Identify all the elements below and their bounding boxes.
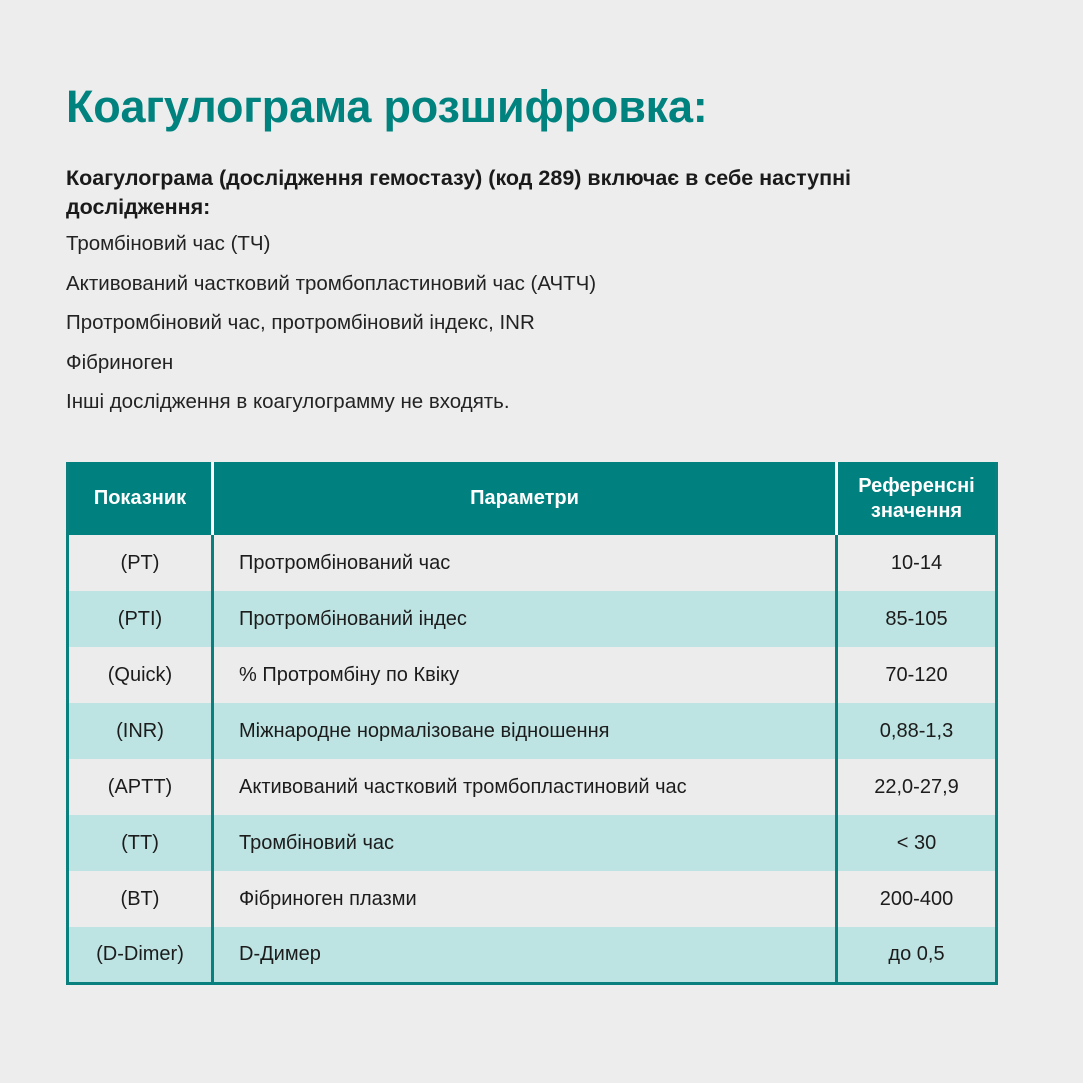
cell-parameter: Протромбінований час: [213, 535, 837, 591]
cell-parameter: Активований частковий тромбопластиновий час: [213, 759, 837, 815]
table-row: [68, 535, 997, 591]
table-row: [68, 815, 997, 871]
column-header-parameter: Параметри: [213, 462, 837, 535]
cell-parameter: D-Димер: [213, 927, 837, 983]
cell-reference: 70-120: [885, 664, 948, 686]
coagulogram-table-wrapper: [66, 462, 995, 985]
cell-parameter: Протромбінований індес: [213, 591, 837, 647]
table-row: [68, 927, 997, 983]
intro-lead-paragraph: Коагулограма (дослідження гемостазу) (код 289) включає в себе наступні дослідження:: [66, 166, 852, 220]
cell-reference: 200-400: [879, 888, 954, 910]
table-row: [68, 871, 997, 927]
intro-list-item: Активований частковий тромбопластиновий час (АЧТЧ): [66, 271, 597, 295]
table-row: [68, 647, 997, 703]
cell-indicator: (BT): [68, 871, 213, 927]
cell-indicator: (APTT): [68, 759, 213, 815]
cell-reference: до 0,5: [888, 943, 945, 966]
coagulogram-table: [66, 462, 998, 985]
cell-parameter: Фібриноген плазми: [213, 871, 837, 927]
table-header-row: [68, 462, 997, 535]
cell-reference: 22,0-27,9: [874, 776, 959, 798]
intro-list-item: Фібриноген: [66, 350, 174, 374]
intro-list-item: Тромбіновий час (ТЧ): [66, 232, 271, 256]
cell-indicator: (INR): [68, 703, 213, 759]
intro-list-item: Інші дослідження в коагулограмму не входять.: [66, 390, 510, 414]
cell-indicator: (PTI): [68, 591, 213, 647]
table-row: [68, 703, 997, 759]
cell-indicator: (D-Dimer): [68, 927, 213, 983]
intro-list: [66, 234, 966, 413]
page-title: Коагулограма розшифровка:: [66, 81, 708, 132]
cell-parameter: % Протромбіну по Квіку: [213, 647, 837, 703]
cell-reference: 0,88-1,3: [879, 720, 954, 742]
table-row: [68, 591, 997, 647]
cell-parameter: Тромбіновий час: [213, 815, 837, 871]
cell-reference: < 30: [896, 832, 937, 854]
intro-section: [66, 164, 966, 413]
column-header-reference: Референсні значення: [858, 475, 975, 522]
table-head: [68, 462, 997, 535]
cell-indicator: (PT): [68, 535, 213, 591]
cell-indicator: (Quick): [68, 647, 213, 703]
table-row: [68, 759, 997, 815]
intro-list-item: Протромбіновий час, протромбіновий індекс, INR: [66, 311, 535, 335]
cell-reference: 10-14: [890, 552, 943, 574]
cell-indicator: (TT): [68, 815, 213, 871]
table-body: [68, 535, 997, 983]
cell-parameter: Міжнародне нормалізоване відношення: [213, 703, 837, 759]
cell-reference: 85-105: [885, 608, 948, 630]
column-header-indicator: Показник: [68, 462, 213, 535]
